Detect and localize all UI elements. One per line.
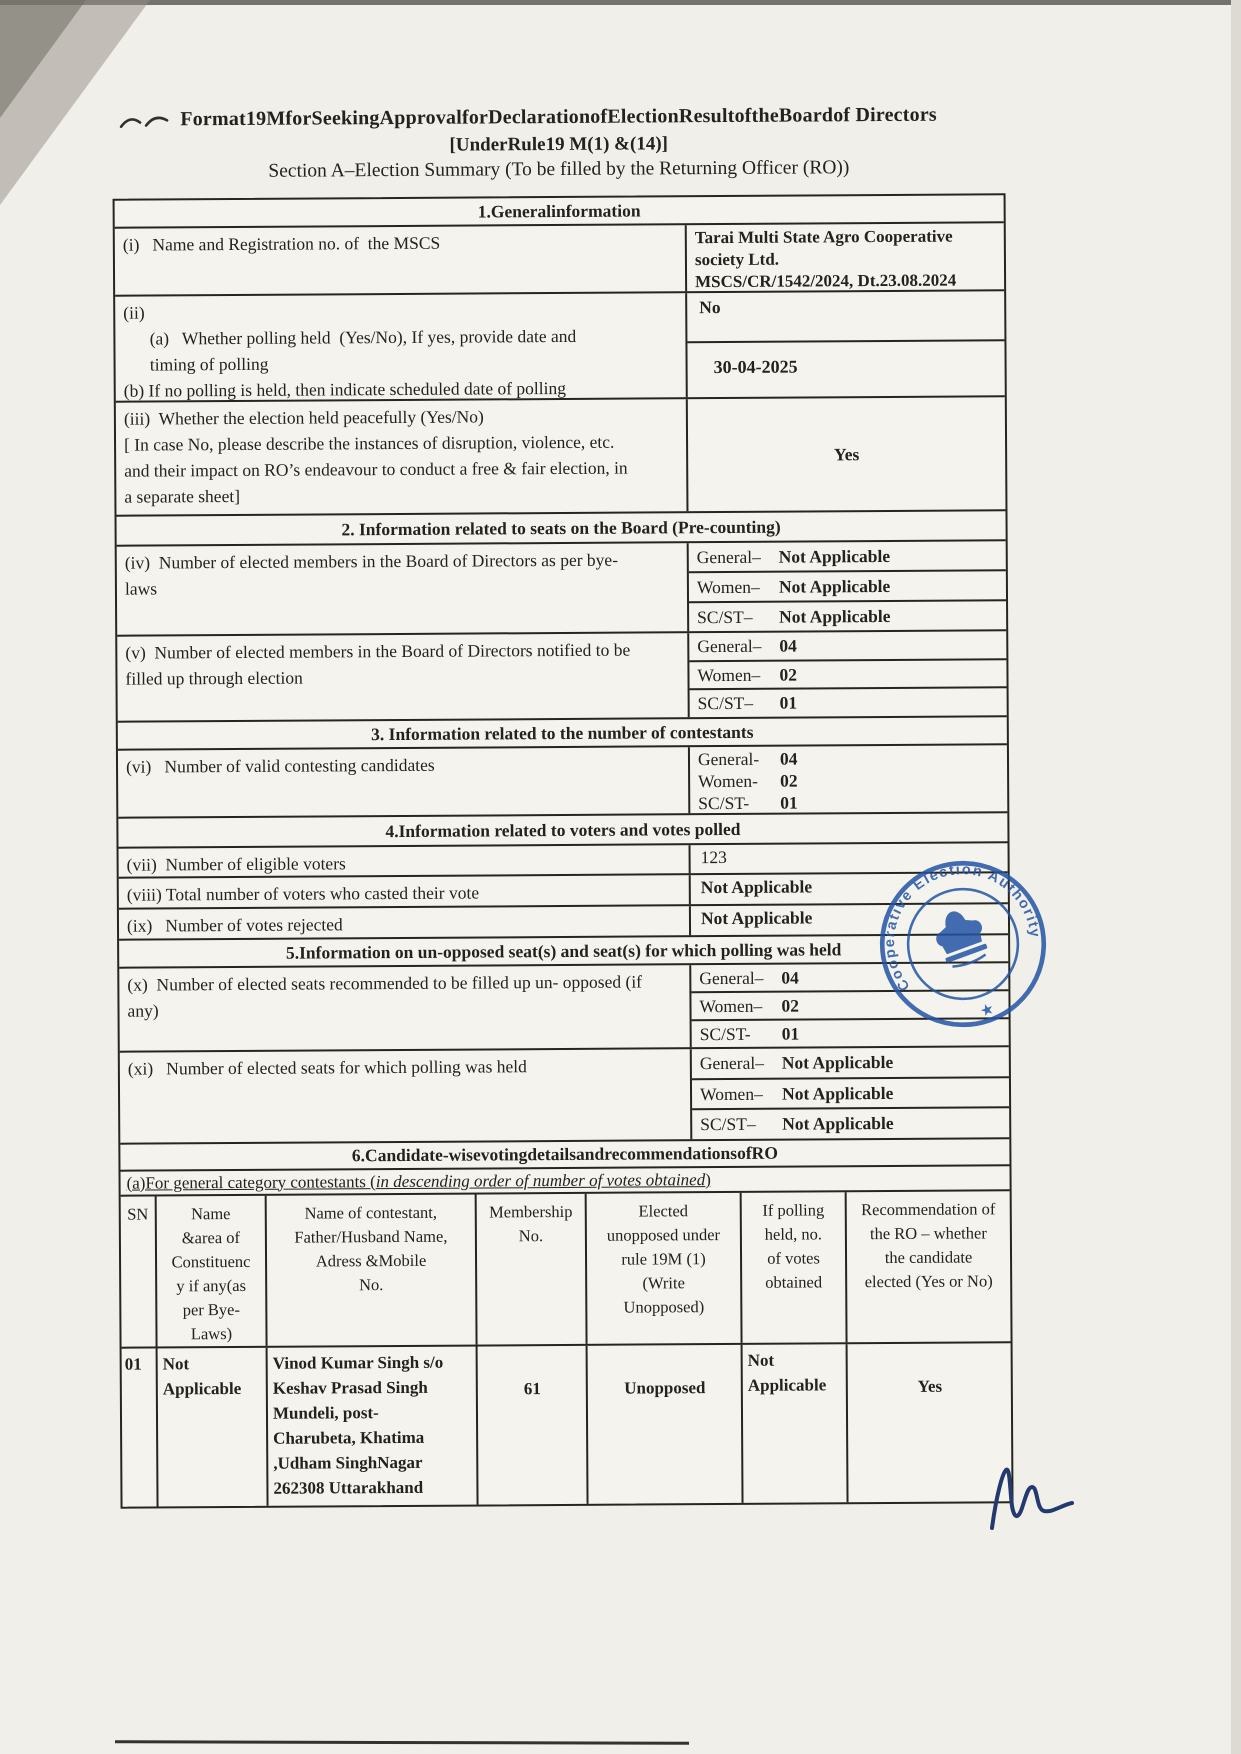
- election-summary-table: [113, 193, 1014, 1508]
- row-xi-label: (xi) Number of elected seats for which polling was held: [127, 1056, 527, 1079]
- form-rule-subtitle: [UnderRule19 M(1) &(14)]: [449, 133, 669, 156]
- seat-sub-row: General- 04: [697, 748, 798, 770]
- row-iv-label: (iv) Number of elected members in the Board of Directors as per bye- laws: [124, 549, 619, 599]
- form-header: [112, 103, 1005, 183]
- seat-sub-row: General– Not Applicable: [696, 545, 891, 567]
- form-document: [112, 103, 1014, 1508]
- section-3-heading: 3. Information related to the number of contestants: [118, 715, 1007, 748]
- seat-sub-row: SC/ST– 01: [690, 687, 1007, 718]
- row-vii-label: (vii) Number of eligible voters: [126, 853, 346, 875]
- column-header-sn: SN: [127, 1204, 149, 1224]
- candidates-table-header: [121, 1189, 1011, 1346]
- candidate-constituency: Not Applicable: [156, 1348, 267, 1507]
- section-2-heading: 2. Information related to seats on the Board (Pre-counting): [116, 509, 1005, 544]
- candidate-votes-obtained: Not Applicable: [741, 1344, 847, 1503]
- candidate-ro-recommendation: Yes: [846, 1343, 1012, 1502]
- row-x-label: (x) Number of elected seats recommended to be filled up un- opposed (if any): [127, 971, 643, 1021]
- subheading-italic: in descending order of number of votes obtained: [375, 1169, 706, 1191]
- seat-sub-row: SC/ST– Not Applicable: [692, 1107, 1009, 1140]
- row-xi: [120, 1045, 1010, 1142]
- scheduled-polling-date-value: 30-04-2025: [687, 339, 1004, 397]
- row-x: [119, 961, 1008, 1050]
- stamp-ring-text: Cooperative Election Authority: [882, 861, 1043, 994]
- signature-scribble: [986, 1456, 1078, 1547]
- column-header-ro-recommendation: Recommendation of the RO – whether the candidate elected (Yes or No): [845, 1191, 1011, 1342]
- stamp-star: ★: [978, 1000, 996, 1019]
- scan-artifact-bottom-line: [115, 1740, 689, 1745]
- seat-sub-row: SC/ST- 01: [692, 1017, 1009, 1047]
- election-peaceful-value: Yes: [833, 443, 860, 464]
- ashoka-emblem-icon: [929, 904, 992, 971]
- section-6-heading: 6.Candidate-wisevotingdetailsandrecommendationsofRO: [120, 1137, 1009, 1169]
- scan-artifact-top-edge: [0, 0, 1241, 5]
- row-i: [115, 221, 1004, 294]
- seat-sub-row: General– Not Applicable: [699, 1051, 894, 1073]
- seat-sub-row: SC/ST- 01: [698, 792, 798, 814]
- row-i-label: (i) Name and Registration no. of the MSCS: [122, 232, 441, 255]
- candidate-contestant-details: Vinod Kumar Singh s/o Keshav Prasad Singh Mundeli, post- Charubeta, Khatima ,Udham SinghNagar 262308 Uttarakhand: [266, 1347, 477, 1506]
- mscs-name-registration-value: Tarai Multi State Agro Cooperative society Ltd. MSCS/CR/1542/2024, Dt.23.08.2024: [694, 226, 957, 292]
- column-header-elected-unopposed: Elected unopposed under rule 19M (1) (Write Unopposed): [585, 1193, 741, 1344]
- section-a-heading: Section A–Election Summary (To be filled by the Returning Officer (RO)): [268, 157, 850, 182]
- candidate-elected-unopposed: Unopposed: [586, 1345, 742, 1504]
- subheading-prefix: (a)For general category contestants (: [126, 1171, 376, 1193]
- seat-sub-row: General– 04: [699, 967, 799, 988]
- row-viii-label: (viii) Total number of voters who casted their vote: [126, 882, 480, 905]
- column-header-votes-obtained: If polling held, no. of votes obtained: [740, 1192, 846, 1343]
- seat-sub-row: Women– 02: [689, 658, 1006, 689]
- subheading-suffix: ): [705, 1169, 711, 1189]
- polling-held-value: No: [699, 297, 721, 318]
- column-header-contestant: Name of contestant, Father/Husband Name, Adress &Mobile No.: [265, 1195, 476, 1346]
- column-header-membership: Membership No.: [475, 1194, 586, 1345]
- row-v: [117, 629, 1007, 720]
- row-vi: [118, 743, 1007, 816]
- candidate-row: [122, 1341, 1012, 1506]
- section-4-heading: 4.Information related to voters and votes polled: [118, 811, 1007, 846]
- votes-rejected-value: Not Applicable: [700, 907, 813, 929]
- row-ii-label: (ii) (a) Whether polling held (Yes/No), If yes, provide date and timing of polling (b) If no polling is held, then indicate scheduled date of polling: [123, 302, 577, 401]
- pen-marks-icon: [118, 112, 172, 137]
- seat-sub-row: Women– Not Applicable: [689, 569, 1006, 601]
- seat-sub-row: Women– Not Applicable: [692, 1076, 1009, 1109]
- scan-artifact-right-edge: [1231, 0, 1241, 1754]
- seat-sub-row: Women- 02: [698, 770, 798, 792]
- seat-sub-row: SC/ST– Not Applicable: [689, 599, 1006, 631]
- row-iii-label: (iii) Whether the election held peacefully (Yes/No) [ In case No, please describe the instances of disruption, violence, etc. and their impact on RO’s endeavour to conduct a free & fair election, in a separate sheet]: [123, 406, 628, 507]
- eligible-voters-value: 123: [700, 846, 727, 868]
- row-v-label: (v) Number of elected members in the Board of Directors notified to be filled up through election: [125, 639, 631, 689]
- section-5-heading: 5.Information on un-opposed seat(s) and seat(s) for which polling was held: [119, 933, 1008, 966]
- form-title: Format19MforSeekingApprovalforDeclarationofElectionResultoftheBoardof Directors: [180, 103, 937, 131]
- seat-sub-row: Women– 02: [691, 989, 1008, 1019]
- section-1-heading: 1.Generalinformation: [477, 200, 641, 221]
- voters-casted-value: Not Applicable: [700, 876, 813, 898]
- candidate-membership-no: 61: [476, 1346, 587, 1505]
- row-ii: [115, 289, 1005, 400]
- column-header-constituency: Name &area of Constituenc y if any(as per Bye- Laws): [155, 1196, 266, 1347]
- row-iv: [117, 539, 1007, 634]
- scan-artifact-corner-shadow-dark: [0, 0, 86, 118]
- row-iii: [116, 395, 1006, 514]
- row-ix-label: (ix) Number of votes rejected: [126, 914, 343, 936]
- row-vii: [119, 841, 1008, 876]
- candidate-sn: 01: [124, 1354, 142, 1374]
- seat-sub-row: General– 04: [697, 635, 797, 656]
- row-vi-label: (vi) Number of valid contesting candidates: [125, 754, 435, 777]
